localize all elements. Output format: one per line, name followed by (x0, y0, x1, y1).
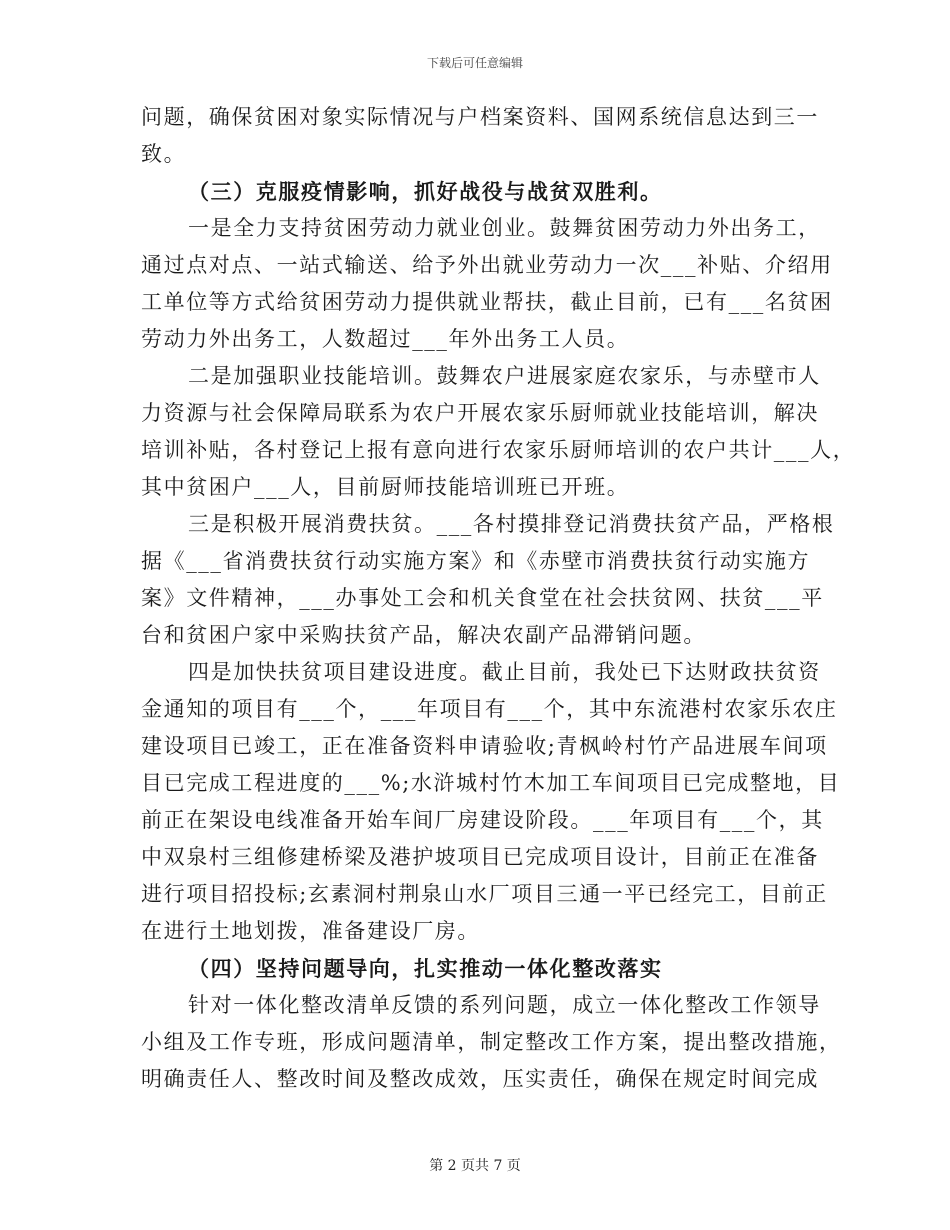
paragraph-line: 建设项目已竣工，正在准备资料申请验收;青枫岭村竹产品进展车间项 (141, 734, 828, 758)
page-header-note: 下载后可任意编辑 (426, 56, 523, 70)
paragraph-line: 其中贫困户___人，目前厨师技能培训班已开班。 (141, 475, 630, 499)
paragraph-line: 小组及工作专班，形成问题清单，制定整改工作方案，提出整改措施， (141, 1030, 842, 1054)
paragraph-line: 四是加快扶贫项目建设进度。截止目前，我处已下达财政扶贫资 (188, 660, 821, 684)
paragraph-line: 案》文件精神，___办事处工会和机关食堂在社会扶贫网、扶贫___平 (141, 586, 824, 610)
section-heading-line: （三）克服疫情影响，抓好战役与战贫双胜利。 (188, 179, 663, 204)
paragraph-line: 一是全力支持贫困劳动力就业创业。鼓舞贫困劳动力外出务工， (188, 216, 821, 240)
paragraph-line: 据《___省消费扶贫行动实施方案》和《赤壁市消费扶贫行动实施方 (141, 549, 811, 573)
paragraph-line: 劳动力外出务工，人数超过___年外出务工人员。 (141, 327, 630, 351)
paragraph-line: 在进行土地划拨，准备建设厂房。 (141, 919, 480, 943)
paragraph-line: 中双泉村三组修建桥梁及港护坡项目已完成项目设计，目前正在准备 (141, 845, 819, 869)
paragraph-line: 工单位等方式给贫困劳动力提供就业帮扶，截止目前，已有___名贫困 (141, 290, 833, 314)
paragraph-line: 通过点对点、一站式输送、给予外出就业劳动力一次___补贴、介绍用 (141, 253, 833, 277)
paragraph-line: 明确责任人、整改时间及整改成效，压实责任，确保在规定时间完成 (141, 1067, 819, 1091)
paragraph-line: 金通知的项目有___个，___年项目有___个，其中东流港村农家乐农庄 (141, 697, 838, 721)
document-body (141, 99, 856, 1098)
paragraph-line: 前正在架设电线准备开始车间厂房建设阶段。___年项目有___个，其 (141, 808, 824, 832)
paragraph-line: 致。 (141, 142, 187, 166)
paragraph-line: 力资源与社会保障局联系为农户开展农家乐厨师就业技能培训，解决 (141, 401, 819, 425)
page-number-footer: 第 2 页共 7 页 (429, 1158, 521, 1174)
paragraph-line: 针对一体化整改清单反馈的系列问题，成立一体化整改工作领导 (188, 993, 821, 1017)
paragraph-line: 三是积极开展消费扶贫。___各村摸排登记消费扶贫产品，严格根 (188, 512, 835, 536)
paragraph-line: 培训补贴，各村登记上报有意向进行农家乐厨师培训的农户共计___人， (141, 438, 856, 462)
paragraph-line: 二是加强职业技能培训。鼓舞农户进展家庭农家乐，与赤壁市人 (188, 364, 821, 388)
paragraph-line: 问题，确保贫困对象实际情况与户档案资料、国网系统信息达到三一 (141, 105, 819, 129)
section-heading-line: （四）坚持问题导向，扎实推动一体化整改落实 (188, 956, 663, 981)
paragraph-line: 进行项目招投标;玄素洞村荆泉山水厂项目三通一平已经完工，目前正 (141, 882, 828, 906)
paragraph-line: 目已完成工程进度的___%;水浒城村竹木加工车间项目已完成整地，目 (141, 771, 841, 795)
paragraph-line: 台和贫困户家中采购扶贫产品，解决农副产品滞销问题。 (141, 623, 706, 647)
